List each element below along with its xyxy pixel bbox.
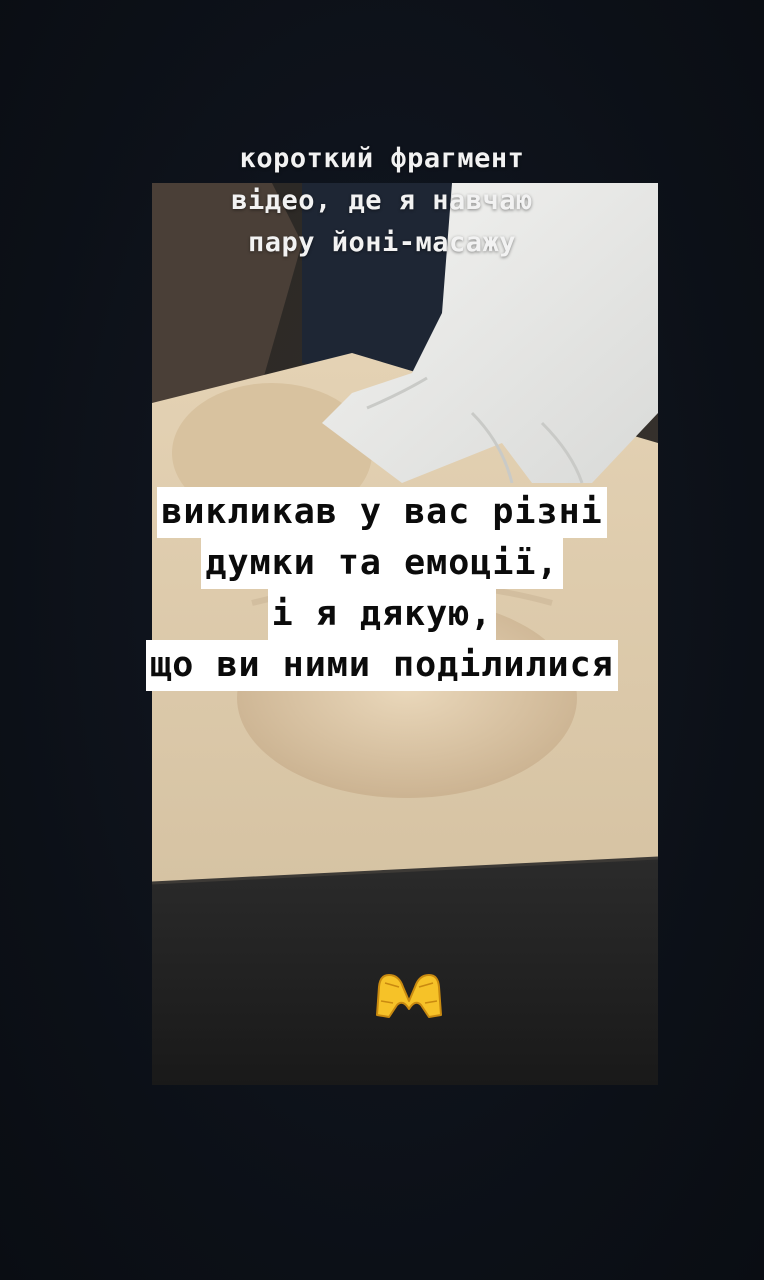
heart-hands-icon bbox=[369, 965, 449, 1021]
caption-top-line: відео, де я навчаю bbox=[231, 185, 533, 216]
highlighted-caption-line: думки та емоції, bbox=[201, 538, 562, 589]
caption-top bbox=[0, 138, 764, 264]
highlighted-caption bbox=[0, 487, 764, 691]
caption-top-line: пару йоні-масажу bbox=[247, 227, 517, 258]
highlighted-caption-line: і я дякую, bbox=[268, 589, 497, 640]
highlighted-caption-line: викликав у вас різні bbox=[157, 487, 606, 538]
highlighted-caption-line: що ви ними поділилися bbox=[146, 640, 618, 691]
caption-top-line: короткий фрагмент bbox=[239, 143, 525, 174]
